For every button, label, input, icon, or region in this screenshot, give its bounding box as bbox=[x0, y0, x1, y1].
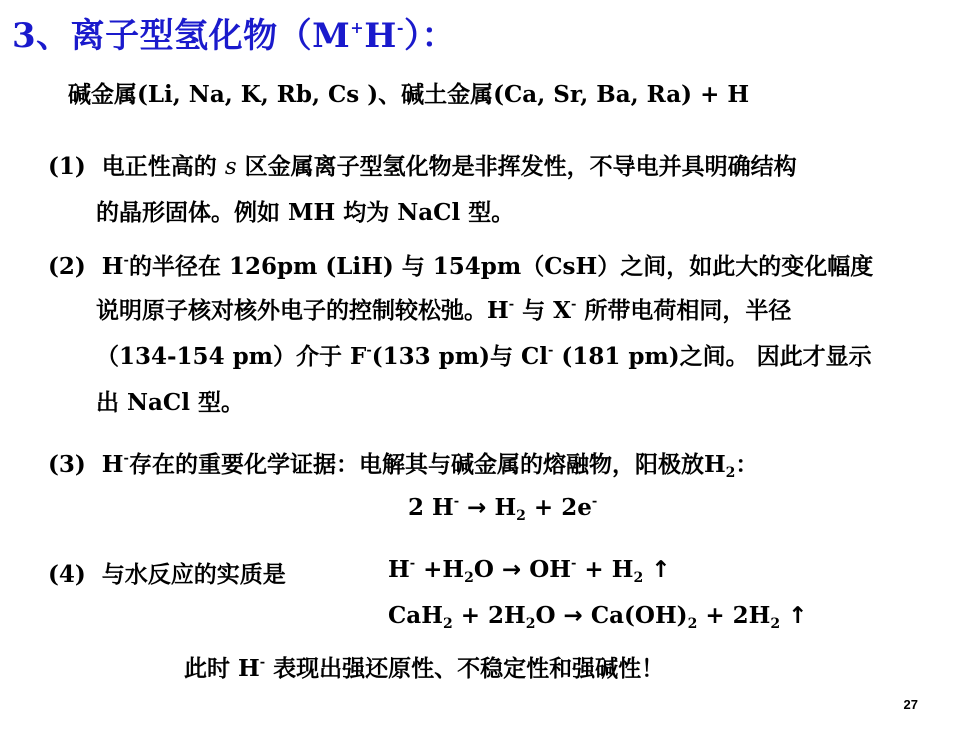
paragraph-1-line-1: (1) 电正性高的 s 区金属离子型氢化物是非挥发性，不导电并具明确结构 bbox=[48, 153, 797, 180]
slide-title: 3、离子型氢化物（M+H-）： bbox=[12, 16, 456, 56]
right-arrow-icon: → bbox=[467, 495, 487, 521]
up-arrow-icon: ↑ bbox=[651, 557, 671, 583]
right-arrow-icon: → bbox=[563, 603, 583, 629]
paragraph-4-line-1: (4) 与水反应的实质是 bbox=[48, 561, 286, 588]
page-number: 27 bbox=[903, 697, 918, 712]
equation-calcium-hydride: $CaH_2 + 2H_2O \to Ca(OH)_2 + 2H_2$ ↑ bbox=[388, 602, 808, 632]
equation-hydride-water: $H^- +H_2O \to OH^- + H_2$ ↑ bbox=[388, 556, 671, 586]
conclusion-line: 此时 H- 表现出强还原性、不稳定性和强碱性！ bbox=[184, 655, 665, 682]
paragraph-1-line-2: 的晶形固体。例如 MH 均为 NaCl 型。 bbox=[96, 199, 515, 226]
paragraph-2-line-2: 说明原子核对核外电子的控制较松弛。H- 与 X- 所带电荷相同，半径 bbox=[96, 297, 792, 324]
right-arrow-icon: → bbox=[501, 557, 522, 583]
up-arrow-icon: ↑ bbox=[788, 603, 808, 629]
paragraph-2-line-4: 出 NaCl 型。 bbox=[96, 389, 244, 416]
paragraph-2-line-1: (2) H-的半径在 126pm (LiH) 与 154pm（CsH）之间，如此大的变化幅度 bbox=[48, 253, 874, 280]
equation-electrolysis: 2 $H^- \to H_2 + 2e^-$ bbox=[408, 494, 598, 524]
subtitle-line: 碱金属(Li, Na, K, Rb, Cs )、碱土金属(Ca, Sr, Ba, Ra) + H bbox=[68, 81, 750, 108]
paragraph-3-line-1: (3) H-存在的重要化学证据：电解其与碱金属的熔融物，阳极放$H_2$： bbox=[48, 451, 759, 481]
paragraph-2-line-3: （134-154 pm）介于 F-(133 pm)与 Cl- (181 pm)之间。 因此才显示 bbox=[96, 343, 872, 370]
